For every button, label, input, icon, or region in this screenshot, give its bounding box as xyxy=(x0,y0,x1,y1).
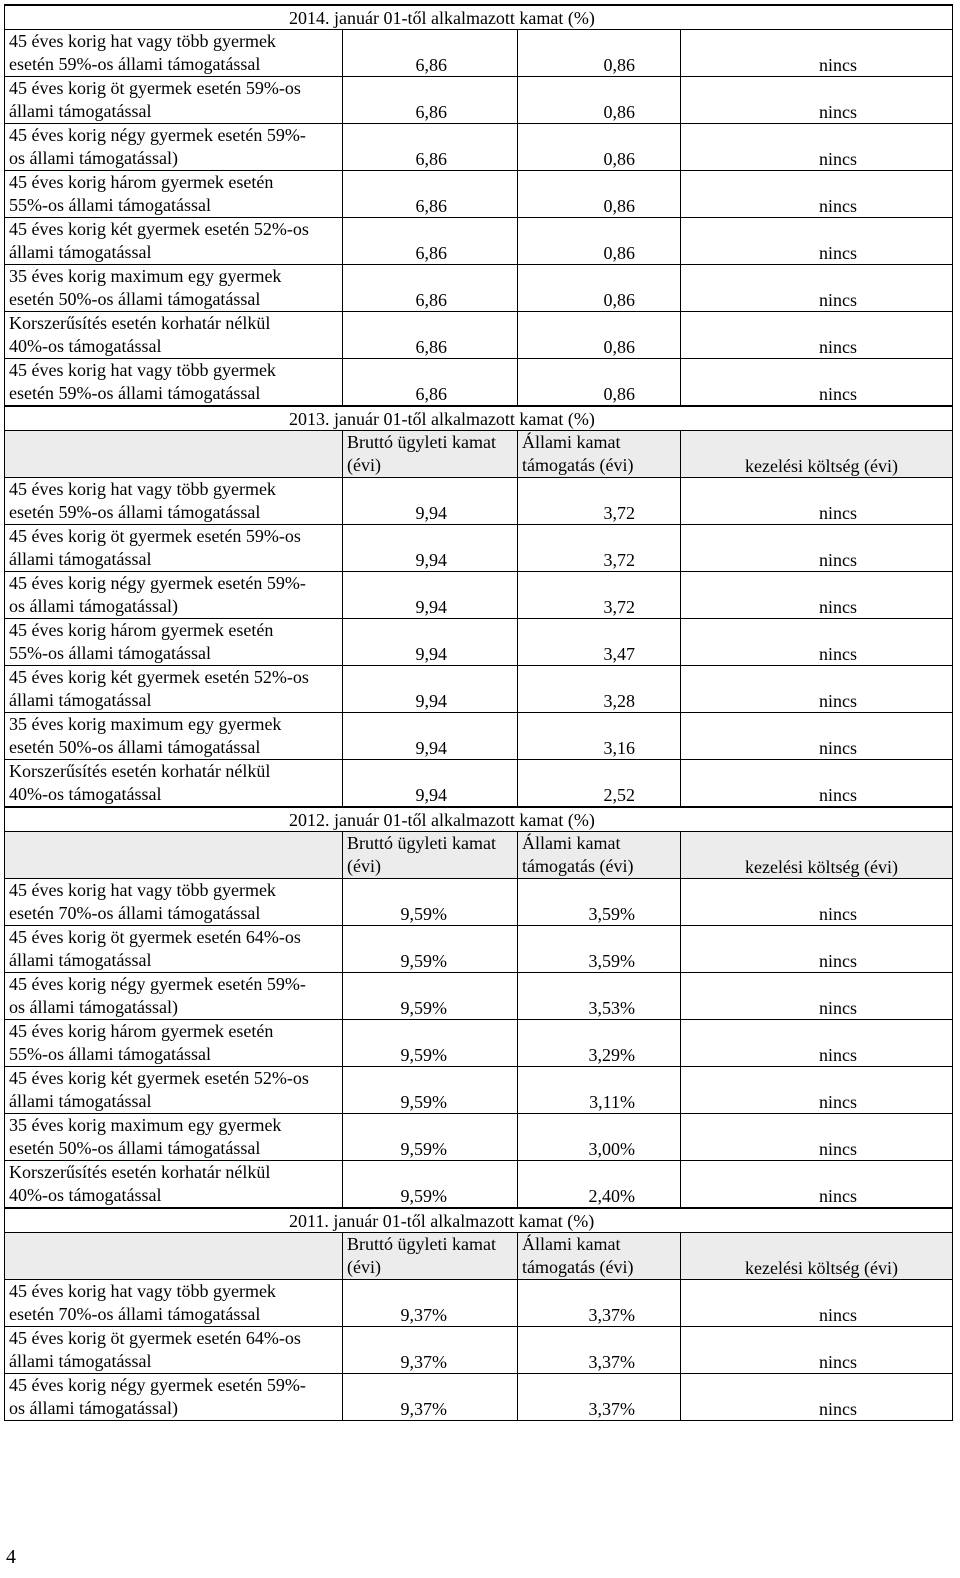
state-subsidy-value: 3,47 xyxy=(518,619,681,666)
section-title: 2012. január 01-től alkalmazott kamat (%) xyxy=(289,810,595,830)
row-label-line: 55%-os állami támogatással xyxy=(9,195,211,215)
header-line: Állami kamat xyxy=(522,833,621,853)
header-state-subsidy xyxy=(518,832,681,879)
state-subsidy-value: 3,72 xyxy=(518,478,681,525)
header-state-subsidy xyxy=(518,431,681,478)
row-label xyxy=(5,124,343,171)
column-header-row xyxy=(5,431,953,478)
row-label xyxy=(5,525,343,572)
handling-fee-value: nincs xyxy=(681,1280,953,1327)
handling-fee-value: nincs xyxy=(681,171,953,218)
section-title: 2013. január 01-től alkalmazott kamat (%) xyxy=(289,409,595,429)
table-row xyxy=(5,1020,953,1067)
rate-tables xyxy=(4,4,953,1421)
header-gross-rate xyxy=(343,832,518,879)
row-label-line: 45 éves korig hat vagy több gyermek xyxy=(9,880,276,900)
gross-rate-value: 9,94 xyxy=(343,478,518,525)
row-label-line: 55%-os állami támogatással xyxy=(9,1044,211,1064)
interest-rate-table xyxy=(4,4,953,1421)
gross-rate-value: 6,86 xyxy=(343,171,518,218)
state-subsidy-value: 0,86 xyxy=(518,124,681,171)
gross-rate-value: 9,59% xyxy=(343,1114,518,1161)
section-title-row xyxy=(5,5,953,30)
table-row xyxy=(5,1161,953,1209)
row-label xyxy=(5,1374,343,1421)
row-label-line: 45 éves korig három gyermek esetén xyxy=(9,172,274,192)
handling-fee-value: nincs xyxy=(681,124,953,171)
gross-rate-value: 9,37% xyxy=(343,1280,518,1327)
row-label-line: 45 éves korig öt gyermek esetén 59%-os xyxy=(9,526,301,546)
row-label-line: os állami támogatással) xyxy=(9,997,178,1017)
row-label-line: 45 éves korig két gyermek esetén 52%-os xyxy=(9,219,309,239)
handling-fee-value: nincs xyxy=(681,1114,953,1161)
row-label xyxy=(5,312,343,359)
handling-fee-value: nincs xyxy=(681,1161,953,1209)
state-subsidy-value: 3,28 xyxy=(518,666,681,713)
header-line: Bruttó ügyleti kamat xyxy=(347,833,496,853)
row-label xyxy=(5,973,343,1020)
state-subsidy-value: 3,16 xyxy=(518,713,681,760)
section-title: 2014. január 01-től alkalmazott kamat (%) xyxy=(289,8,595,28)
gross-rate-value: 6,86 xyxy=(343,312,518,359)
row-label-line: os állami támogatással) xyxy=(9,1398,178,1418)
row-label-line: állami támogatással xyxy=(9,950,152,970)
row-label xyxy=(5,218,343,265)
row-label-line: 40%-os támogatással xyxy=(9,1185,162,1205)
header-empty-cell xyxy=(5,431,343,478)
table-row xyxy=(5,171,953,218)
handling-fee-value: nincs xyxy=(681,265,953,312)
row-label-line: 40%-os támogatással xyxy=(9,784,162,804)
row-label-line: 35 éves korig maximum egy gyermek xyxy=(9,1115,282,1135)
state-subsidy-value: 2,52 xyxy=(518,760,681,808)
row-label xyxy=(5,171,343,218)
row-label xyxy=(5,359,343,407)
row-label-line: állami támogatással xyxy=(9,549,152,569)
handling-fee-value: nincs xyxy=(681,760,953,808)
table-row xyxy=(5,713,953,760)
table-row xyxy=(5,359,953,407)
header-state-subsidy xyxy=(518,1233,681,1280)
row-label xyxy=(5,265,343,312)
handling-fee-value: nincs xyxy=(681,973,953,1020)
state-subsidy-value: 0,86 xyxy=(518,30,681,77)
row-label-line: állami támogatással xyxy=(9,690,152,710)
state-subsidy-value: 3,72 xyxy=(518,572,681,619)
gross-rate-value: 9,94 xyxy=(343,525,518,572)
gross-rate-value: 6,86 xyxy=(343,359,518,407)
row-label xyxy=(5,1161,343,1209)
handling-fee-value: nincs xyxy=(681,619,953,666)
row-label-line: 45 éves korig hat vagy több gyermek xyxy=(9,31,276,51)
gross-rate-value: 9,94 xyxy=(343,619,518,666)
row-label-line: 45 éves korig két gyermek esetén 52%-os xyxy=(9,667,309,687)
table-row xyxy=(5,77,953,124)
gross-rate-value: 9,37% xyxy=(343,1374,518,1421)
row-label-line: 45 éves korig öt gyermek esetén 64%-os xyxy=(9,1328,301,1348)
gross-rate-value: 6,86 xyxy=(343,124,518,171)
table-row xyxy=(5,525,953,572)
state-subsidy-value: 3,59% xyxy=(518,879,681,926)
row-label xyxy=(5,760,343,808)
handling-fee-value: nincs xyxy=(681,1020,953,1067)
row-label xyxy=(5,478,343,525)
row-label xyxy=(5,572,343,619)
row-label-line: 55%-os állami támogatással xyxy=(9,643,211,663)
row-label xyxy=(5,1327,343,1374)
row-label-line: 45 éves korig öt gyermek esetén 64%-os xyxy=(9,927,301,947)
row-label-line: 45 éves korig öt gyermek esetén 59%-os xyxy=(9,78,301,98)
row-label xyxy=(5,30,343,77)
table-row xyxy=(5,124,953,171)
handling-fee-value: nincs xyxy=(681,359,953,407)
table-row xyxy=(5,619,953,666)
table-row xyxy=(5,265,953,312)
row-label-line: esetén 59%-os állami támogatással xyxy=(9,383,261,403)
handling-fee-value: nincs xyxy=(681,525,953,572)
row-label-line: esetén 59%-os állami támogatással xyxy=(9,502,261,522)
header-empty-cell xyxy=(5,1233,343,1280)
table-row xyxy=(5,879,953,926)
header-line: Állami kamat xyxy=(522,1234,621,1254)
gross-rate-value: 9,59% xyxy=(343,1067,518,1114)
header-line: (évi) xyxy=(347,856,381,876)
header-line: (évi) xyxy=(347,1257,381,1277)
row-label-line: 45 éves korig négy gyermek esetén 59%- xyxy=(9,125,306,145)
gross-rate-value: 9,59% xyxy=(343,926,518,973)
row-label-line: esetén 70%-os állami támogatással xyxy=(9,903,261,923)
state-subsidy-value: 0,86 xyxy=(518,312,681,359)
gross-rate-value: 9,59% xyxy=(343,1161,518,1209)
row-label-line: esetén 50%-os állami támogatással xyxy=(9,737,261,757)
row-label-line: esetén 70%-os állami támogatással xyxy=(9,1304,261,1324)
handling-fee-value: nincs xyxy=(681,666,953,713)
row-label-line: 45 éves korig négy gyermek esetén 59%- xyxy=(9,974,306,994)
page-number: 4 xyxy=(6,1546,16,1568)
header-line: (évi) xyxy=(347,455,381,475)
row-label-line: os állami támogatással) xyxy=(9,596,178,616)
table-row xyxy=(5,1374,953,1421)
header-line: támogatás (évi) xyxy=(522,856,634,876)
row-label xyxy=(5,1280,343,1327)
table-row xyxy=(5,926,953,973)
row-label-line: esetén 50%-os állami támogatással xyxy=(9,289,261,309)
handling-fee-value: nincs xyxy=(681,926,953,973)
row-label-line: esetén 50%-os állami támogatással xyxy=(9,1138,261,1158)
handling-fee-value: nincs xyxy=(681,30,953,77)
handling-fee-value: nincs xyxy=(681,572,953,619)
table-row xyxy=(5,30,953,77)
gross-rate-value: 9,59% xyxy=(343,973,518,1020)
gross-rate-value: 6,86 xyxy=(343,265,518,312)
row-label xyxy=(5,77,343,124)
state-subsidy-value: 2,40% xyxy=(518,1161,681,1209)
header-line: Állami kamat xyxy=(522,432,621,452)
header-line: támogatás (évi) xyxy=(522,1257,634,1277)
row-label-line: Korszerűsítés esetén korhatár nélkül xyxy=(9,1162,271,1182)
handling-fee-value: nincs xyxy=(681,879,953,926)
column-header-row xyxy=(5,1233,953,1280)
row-label-line: állami támogatással xyxy=(9,1351,152,1371)
row-label-line: 45 éves korig hat vagy több gyermek xyxy=(9,360,276,380)
row-label-line: 45 éves korig négy gyermek esetén 59%- xyxy=(9,573,306,593)
gross-rate-value: 9,59% xyxy=(343,1020,518,1067)
table-row xyxy=(5,478,953,525)
handling-fee-value: nincs xyxy=(681,312,953,359)
table-row xyxy=(5,666,953,713)
table-row xyxy=(5,1067,953,1114)
row-label xyxy=(5,1020,343,1067)
header-line: Bruttó ügyleti kamat xyxy=(347,432,496,452)
gross-rate-value: 9,94 xyxy=(343,666,518,713)
gross-rate-value: 6,86 xyxy=(343,30,518,77)
state-subsidy-value: 0,86 xyxy=(518,359,681,407)
state-subsidy-value: 0,86 xyxy=(518,218,681,265)
state-subsidy-value: 0,86 xyxy=(518,265,681,312)
gross-rate-value: 9,94 xyxy=(343,713,518,760)
row-label-line: állami támogatással xyxy=(9,101,152,121)
row-label xyxy=(5,619,343,666)
row-label-line: 45 éves korig két gyermek esetén 52%-os xyxy=(9,1068,309,1088)
state-subsidy-value: 0,86 xyxy=(518,171,681,218)
row-label-line: állami támogatással xyxy=(9,1091,152,1111)
table-row xyxy=(5,572,953,619)
table-row xyxy=(5,1114,953,1161)
row-label xyxy=(5,1067,343,1114)
handling-fee-value: nincs xyxy=(681,713,953,760)
row-label-line: os állami támogatással) xyxy=(9,148,178,168)
handling-fee-value: nincs xyxy=(681,1067,953,1114)
gross-rate-value: 6,86 xyxy=(343,218,518,265)
section-title: 2011. január 01-től alkalmazott kamat (%) xyxy=(289,1211,595,1231)
state-subsidy-value: 3,00% xyxy=(518,1114,681,1161)
header-line: támogatás (évi) xyxy=(522,455,634,475)
header-gross-rate xyxy=(343,1233,518,1280)
row-label-line: esetén 59%-os állami támogatással xyxy=(9,54,261,74)
section-title-row xyxy=(5,807,953,832)
section-title-row xyxy=(5,1208,953,1233)
row-label-line: 40%-os támogatással xyxy=(9,336,162,356)
handling-fee-value: nincs xyxy=(681,77,953,124)
gross-rate-value: 6,86 xyxy=(343,77,518,124)
row-label-line: 45 éves korig négy gyermek esetén 59%- xyxy=(9,1375,306,1395)
gross-rate-value: 9,94 xyxy=(343,760,518,808)
table-row xyxy=(5,312,953,359)
state-subsidy-value: 3,59% xyxy=(518,926,681,973)
row-label-line: 45 éves korig hat vagy több gyermek xyxy=(9,1281,276,1301)
table-row xyxy=(5,1327,953,1374)
handling-fee-value: nincs xyxy=(681,1327,953,1374)
header-handling-fee: kezelési költség (évi) xyxy=(681,431,953,478)
state-subsidy-value: 3,29% xyxy=(518,1020,681,1067)
row-label-line: 45 éves korig három gyermek esetén xyxy=(9,1021,274,1041)
gross-rate-value: 9,59% xyxy=(343,879,518,926)
row-label xyxy=(5,1114,343,1161)
row-label-line: 35 éves korig maximum egy gyermek xyxy=(9,266,282,286)
row-label xyxy=(5,713,343,760)
handling-fee-value: nincs xyxy=(681,218,953,265)
row-label-line: Korszerűsítés esetén korhatár nélkül xyxy=(9,313,271,333)
row-label-line: 35 éves korig maximum egy gyermek xyxy=(9,714,282,734)
row-label xyxy=(5,926,343,973)
header-empty-cell xyxy=(5,832,343,879)
handling-fee-value: nincs xyxy=(681,1374,953,1421)
state-subsidy-value: 3,37% xyxy=(518,1327,681,1374)
handling-fee-value: nincs xyxy=(681,478,953,525)
header-gross-rate xyxy=(343,431,518,478)
state-subsidy-value: 3,72 xyxy=(518,525,681,572)
state-subsidy-value: 0,86 xyxy=(518,77,681,124)
table-row xyxy=(5,760,953,808)
header-handling-fee: kezelési költség (évi) xyxy=(681,1233,953,1280)
row-label-line: 45 éves korig három gyermek esetén xyxy=(9,620,274,640)
state-subsidy-value: 3,37% xyxy=(518,1374,681,1421)
state-subsidy-value: 3,37% xyxy=(518,1280,681,1327)
state-subsidy-value: 3,53% xyxy=(518,973,681,1020)
table-row xyxy=(5,1280,953,1327)
row-label xyxy=(5,666,343,713)
row-label-line: 45 éves korig hat vagy több gyermek xyxy=(9,479,276,499)
state-subsidy-value: 3,11% xyxy=(518,1067,681,1114)
column-header-row xyxy=(5,832,953,879)
header-handling-fee: kezelési költség (évi) xyxy=(681,832,953,879)
header-line: Bruttó ügyleti kamat xyxy=(347,1234,496,1254)
row-label xyxy=(5,879,343,926)
row-label-line: Korszerűsítés esetén korhatár nélkül xyxy=(9,761,271,781)
gross-rate-value: 9,94 xyxy=(343,572,518,619)
table-row xyxy=(5,218,953,265)
table-row xyxy=(5,973,953,1020)
section-title-row xyxy=(5,406,953,431)
row-label-line: állami támogatással xyxy=(9,242,152,262)
gross-rate-value: 9,37% xyxy=(343,1327,518,1374)
